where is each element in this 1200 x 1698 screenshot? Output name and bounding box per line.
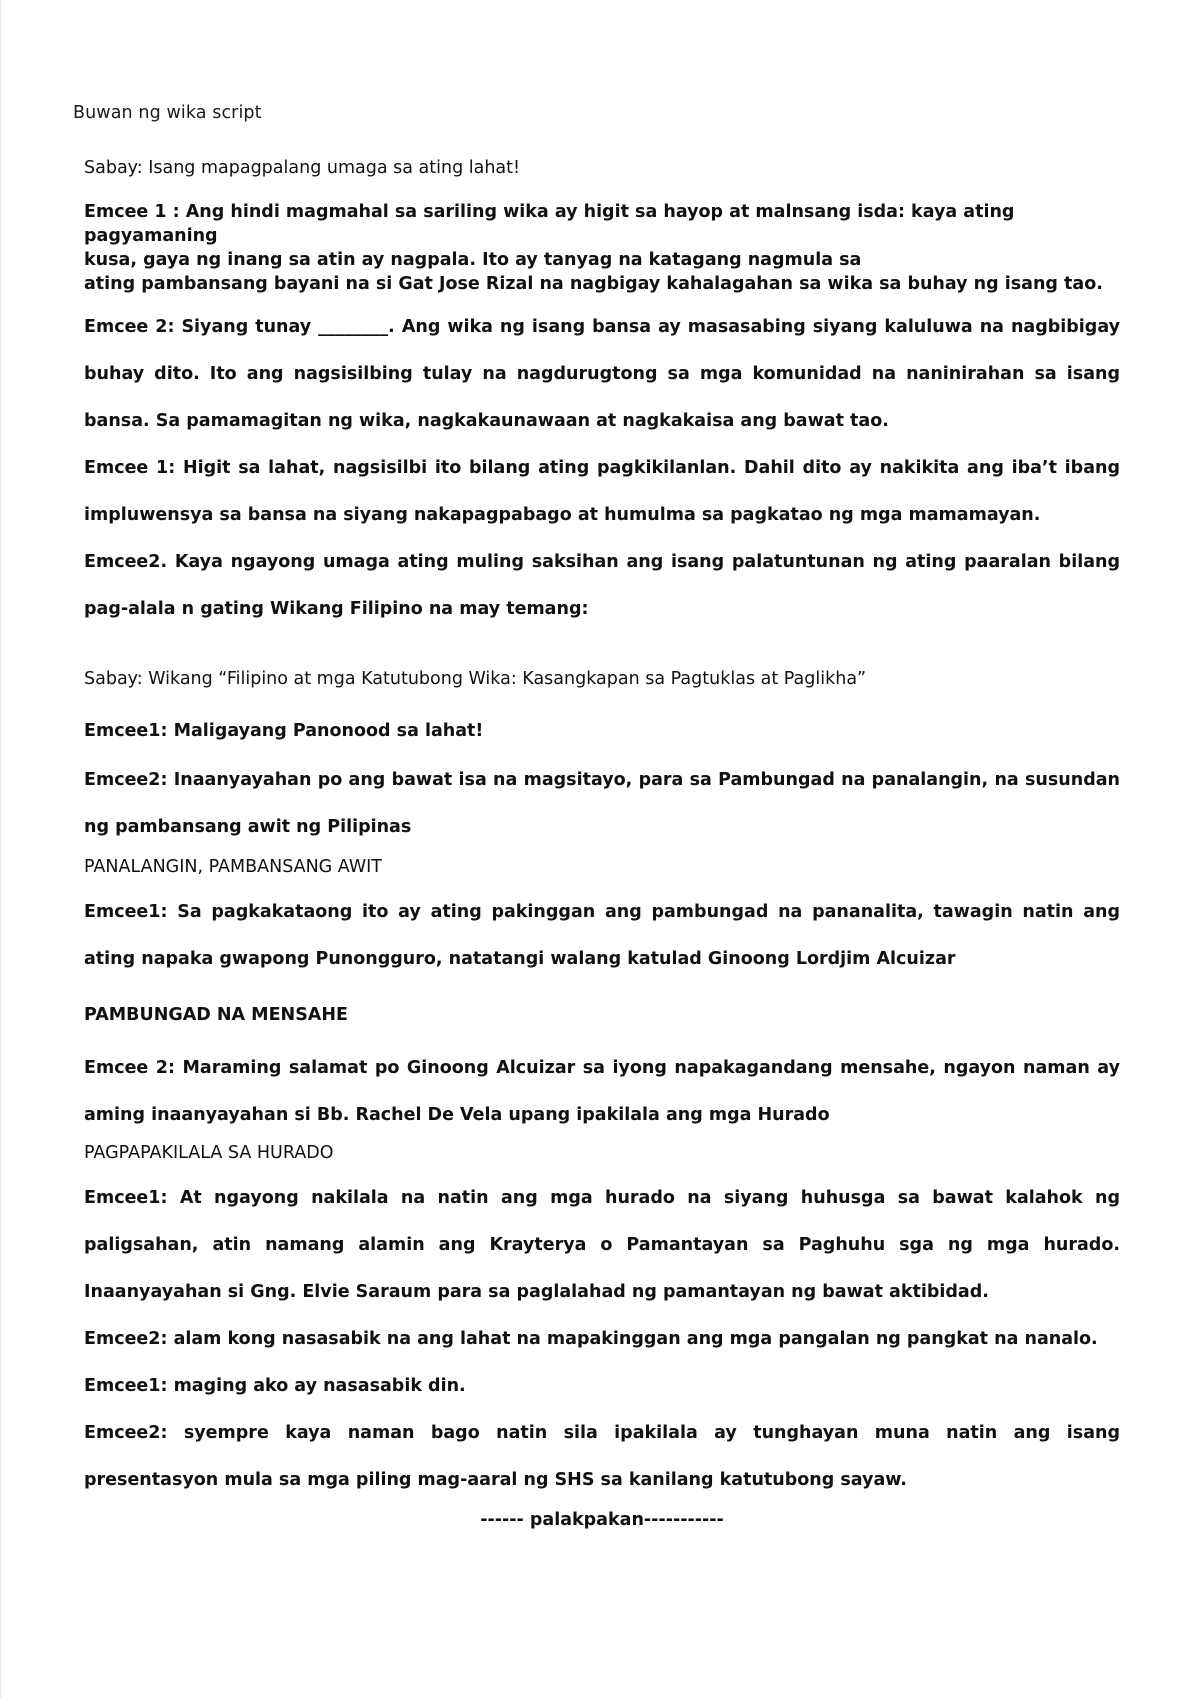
paragraph-emcee2-wika: Emcee 2: Siyang tunay ________. Ang wika ng isang bansa ay masasabing siyang kaluluwa na nagbibigay buhay dito. Ito ang nagsisilbing tulay na nagdurugtong sa mga komunidad na naninirahan sa isang bansa. Sa pamamagitan ng wika, nagkakaunawaan at nagkakaisa ang bawat tao. (84, 317, 1120, 431)
paragraph-emcee2-salamat: Emcee 2: Maraming salamat po Ginoong Alcuizar sa iyong napakagandang mensahe, ngayon naman ay aming inaanyayahan si Bb. Rachel De Vela upang ipakilala ang mga Hurado (84, 1058, 1120, 1125)
paragraph-emcee1-pagkikilanlan: Emcee 1: Higit sa lahat, nagsisilbi ito bilang ating pagkikilanlan. Dahil dito ay nakikita ang iba’t ibang impluwensya sa bansa na siyang nakapagpabago at humulma sa pagkatao ng mga mamamayan. (84, 458, 1120, 525)
document-title: Buwan ng wika script (73, 103, 262, 123)
paragraph-emcee2-presentasyon: Emcee2: syempre kaya naman bago natin sila ipakilala ay tunghayan muna natin ang isang presentasyon mula sa mga piling mag-aaral ng SHS sa kanilang katutubong sayaw. (84, 1423, 1120, 1490)
paragraph-emcee2-palatuntunan: Emcee2. Kaya ngayong umaga ating muling saksihan ang isang palatuntunan ng ating paaralan bilang pag-alala n gating Wikang Filipino na may temang: (84, 552, 1120, 619)
script-body (84, 156, 1120, 1532)
section-heading-pambungad: PAMBUNGAD NA MENSAHE (84, 1005, 348, 1025)
paragraph-emcee1-panonood: Emcee1: Maligayang Panonood sa lahat! (84, 721, 484, 741)
paragraph-line: Emcee 1 : Ang hindi magmahal sa sariling wika ay higit sa hayop at malnsang isda: kaya ating pagyamaning (84, 202, 1015, 246)
paragraph-emcee2-panalangin: Emcee2: Inaanyayahan po ang bawat isa na magsitayo, para sa Pambungad na panalangin, na susundan ng pambansang awit ng Pilipinas (84, 770, 1120, 837)
paragraph-sabay-greeting: Sabay: Isang mapagpalang umaga sa ating lahat! (84, 158, 521, 178)
paragraph-line: kusa, gaya ng inang sa atin ay nagpala. Ito ay tanyag na katagang nagmula sa (84, 250, 862, 270)
section-heading-panalangin: PANALANGIN, PAMBANSANG AWIT (84, 857, 382, 877)
paragraph-emcee1-krayterya: Emcee1: At ngayong nakilala na natin ang mga hurado na siyang huhusga sa bawat kalahok ng paligsahan, atin namang alamin ang Krayterya o Pamantayan sa Paghuhu sga ng mga hurado. Inaanyayahan si Gng. Elvie Saraum para sa paglalahad ng pamantayan ng bawat aktibidad. (84, 1188, 1120, 1302)
paragraph-emcee1-maging-ako: Emcee1: maging ako ay nasasabik din. (84, 1376, 466, 1396)
closing-palakpakan: ------ palakpakan----------- (480, 1510, 724, 1530)
paragraph-sabay-tema: Sabay: Wikang “Filipino at mga Katutubong Wika: Kasangkapan sa Pagtuklas at Paglikha” (84, 669, 867, 689)
paragraph-emcee1-intro (84, 200, 1120, 296)
section-heading-hurado: PAGPAPAKILALA SA HURADO (84, 1143, 334, 1163)
paragraph-emcee1-pambungad: Emcee1: Sa pagkakataong ito ay ating pakinggan ang pambungad na pananalita, tawagin natin ang ating napaka gwapong Punongguro, natatangi walang katulad Ginoong Lordjim Alcuizar (84, 902, 1120, 969)
paragraph-emcee2-nasasabik: Emcee2: alam kong nasasabik na ang lahat na mapakinggan ang mga pangalan ng pangkat na nanalo. (84, 1329, 1098, 1349)
paragraph-line: ating pambansang bayani na si Gat Jose Rizal na nagbigay kahalagahan sa wika sa buhay ng isang tao. (84, 274, 1103, 294)
